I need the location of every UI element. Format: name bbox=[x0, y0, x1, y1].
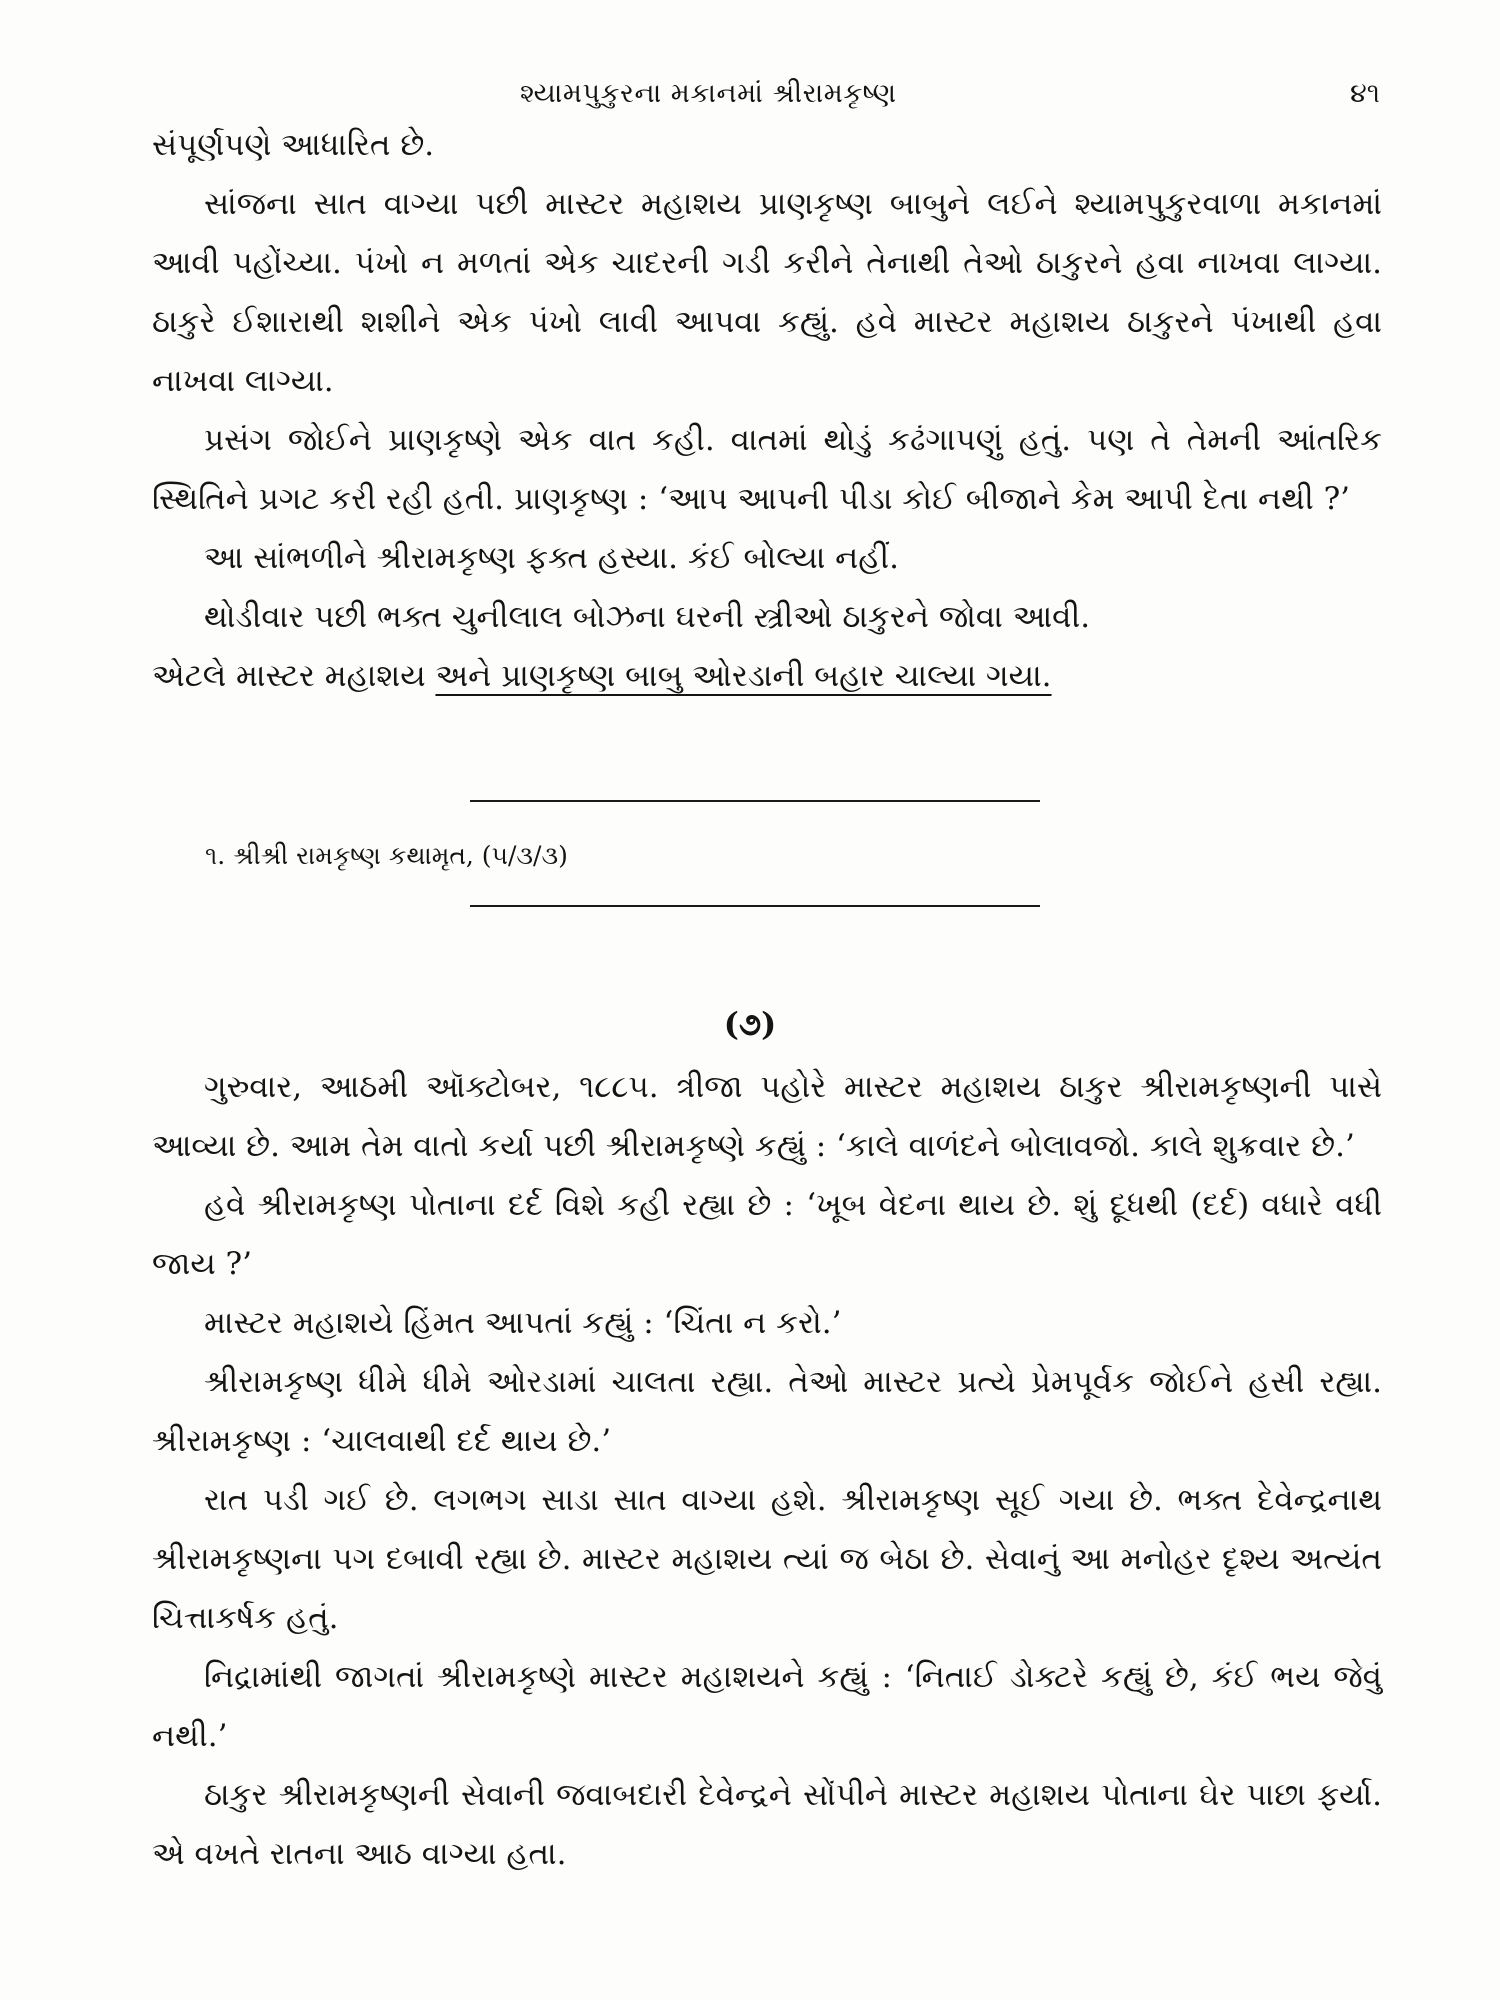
upper-text-block bbox=[152, 116, 1382, 706]
paragraph: રાત પડી ગઈ છે. લગભગ સાડા સાત વાગ્યા હશે. શ્રીરામકૃષ્ણ સૂઈ ગયા છે. ભક્ત દેવેન્દ્રનાથ શ્રીરામકૃષ્ણના પગ દબાવી રહ્યા છે. માસ્ટર મહાશય ત્યાં જ બેઠા છે. સેવાનું આ મનોહર દૃશ્ય અત્યંત ચિત્તાકર્ષક હતું. bbox=[152, 1482, 1382, 1636]
paragraph: હવે શ્રીરામકૃષ્ણ પોતાના દર્દ વિશે કહી રહ્યા છે : ‘ખૂબ વેદના થાય છે. શું દૂધથી (દર્દ) વધારે વધી જાય ?’ bbox=[152, 1187, 1382, 1282]
running-title: શ્યામપુકુરના મકાનમાં શ્રીરામકૃષ્ણ bbox=[520, 78, 897, 109]
paragraph: ઠાકુર શ્રીરામકૃષ્ણની સેવાની જવાબદારી દેવેન્દ્રને સોંપીને માસ્ટર મહાશય પોતાના ઘેર પાછા ફર્યા. એ વખતે રાતના આઠ વાગ્યા હતા. bbox=[152, 1777, 1382, 1872]
paragraph: શ્રીરામકૃષ્ણ ધીમે ધીમે ઓરડામાં ચાલતા રહ્યા. તેઓ માસ્ટર પ્રત્યે પ્રેમપૂર્વક જોઈને હસી રહ્યા. શ્રીરામકૃષ્ણ : ‘ચાલવાથી દર્દ થાય છે.’ bbox=[152, 1364, 1382, 1459]
paragraph: થોડીવાર પછી ભક્ત ચુનીલાલ બોઝના ઘરની સ્ત્રીઓ ઠાકુરને જોવા આવી. bbox=[204, 599, 1091, 635]
paragraph: સાંજના સાત વાગ્યા પછી માસ્ટર મહાશય પ્રાણકૃષ્ણ બાબુને લઈને શ્યામપુકુરવાળા મકાનમાં આવી પહોંચ્યા. પંખો ન મળતાં એક ચાદરની ગડી કરીને તેનાથી તેઓ ઠાકુરને હવા નાખવા લાગ્યા. ઠાકુરે ઈશારાથી શશીને એક પંખો લાવી આપવા કહ્યું. હવે માસ્ટર મહાશય ઠાકુરને પંખાથી હવા નાખવા લાગ્યા. bbox=[152, 186, 1382, 399]
paragraph: ગુરુવાર, આઠમી ઑક્ટોબર, ૧૮૮૫. ત્રીજા પહોરે માસ્ટર મહાશય ઠાકુર શ્રીરામકૃષ્ણની પાસે આવ્યા છે. આમ તેમ વાતો કર્યા પછી શ્રીરામકૃષ્ણે કહ્યું : ‘કાલે વાળંદને બોલાવજો. કાલે શુક્રવાર છે.’ bbox=[152, 1069, 1382, 1164]
page-number: ૪૧ bbox=[1350, 78, 1380, 109]
footnote-separator-rule bbox=[470, 800, 1040, 802]
paragraph: નિદ્રામાંથી જાગતાં શ્રીરામકૃષ્ણે માસ્ટર મહાશયને કહ્યું : ‘નિતાઈ ડોક્ટરે કહ્યું છે, કંઈ ભય જેવું નથી.’ bbox=[152, 1659, 1382, 1754]
section-text-block bbox=[152, 1058, 1382, 1884]
footnote-bottom-rule bbox=[470, 905, 1040, 907]
paragraph: આ સાંભળીને શ્રીરામકૃષ્ણ ફક્ત હસ્યા. કંઈ બોલ્યા નહીં. bbox=[204, 540, 900, 576]
paragraph-last-line bbox=[152, 647, 1382, 706]
paragraph: માસ્ટર મહાશયે હિંમત આપતાં કહ્યું : ‘ચિંતા ન કરો.’ bbox=[204, 1305, 842, 1341]
footnote: ૧. શ્રીશ્રી રામકૃષ્ણ કથામૃત, (૫/૩/૩) bbox=[205, 841, 568, 870]
running-header bbox=[0, 74, 1500, 114]
paragraph-continuation: સંપૂર્ણપણે આધારિત છે. bbox=[152, 127, 435, 163]
section-heading: (૭) bbox=[723, 1005, 777, 1043]
last-line-underlined: અને પ્રાણકૃષ્ણ બાબુ ઓરડાની બહાર ચાલ્યા ગયા. bbox=[435, 658, 1052, 694]
paragraph: પ્રસંગ જોઈને પ્રાણકૃષ્ણે એક વાત કહી. વાતમાં થોડું કઢંગાપણું હતું. પણ તે તેમની આંતરિક સ્થિતિને પ્રગટ કરી રહી હતી. પ્રાણકૃષ્ણ : ‘આપ આપની પીડા કોઈ બીજાને કેમ આપી દેતા નથી ?’ bbox=[152, 422, 1382, 517]
last-line-start: એટલે માસ્ટર મહાશય bbox=[152, 658, 436, 694]
